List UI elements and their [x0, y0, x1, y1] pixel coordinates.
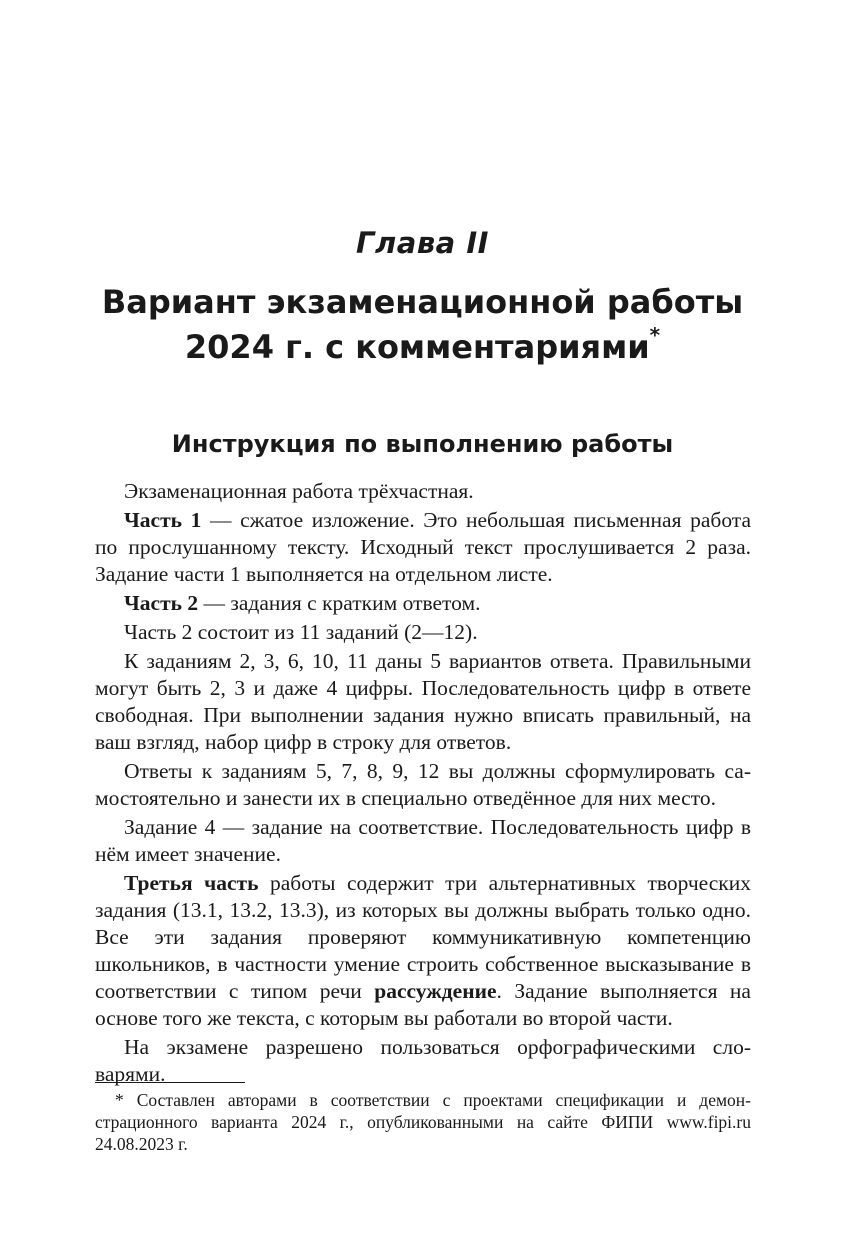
paragraph-intro-text: Экзаменационная работа трёхчастная.: [124, 479, 474, 503]
answer-options-text: К заданиям 2, 3, 6, 10, 11 даны 5 вариантов ответа. Правильными могут быть 2, 3 и даже 4 цифры. Последовательность цифр в ответе свободная. При выполнении задания нужно вписать правильный, на ваш взгляд, набор цифр в строку для ответов.: [95, 649, 751, 754]
instructions-body: [95, 478, 751, 1088]
footnote-divider: [95, 1082, 245, 1083]
part3-label: Третья часть: [124, 871, 259, 895]
paragraph-part2: [95, 590, 751, 617]
part2-label: Часть 2: [124, 591, 199, 615]
footnote: * Составлен авторами в соответствии с проектами спецификации и демонстрационного варианта 2024 г., опубликованными на сайте ФИПИ www.fipi.ru 24.08.2023 г.: [95, 1090, 751, 1154]
paragraph-part3: [95, 870, 751, 1032]
open-answers-text: Ответы к заданиям 5, 7, 8, 9, 12 вы должны сформулировать самостоятельно и занести их в специально отведённое для них место.: [95, 759, 751, 810]
part3-text-b: . Задание выполняется на основе того же текста, с которым вы работали во второй части.: [95, 979, 751, 1030]
task4-text: Задание 4 — задание на соответствие. Последовательность цифр в нём имеет значение.: [95, 815, 751, 866]
part1-text: — сжатое изложение. Это небольшая письменная работа по прослушанному тексту. Исходный текст прослушивается 2 раза. Задание части 1 выполняется на отдельном листе.: [95, 508, 751, 586]
paragraph-answer-options: [95, 648, 751, 756]
footnote-mark: *: [649, 323, 661, 348]
paragraph-open-answers: [95, 758, 751, 812]
chapter-title: [60, 280, 785, 370]
part1-label: Часть 1: [124, 508, 202, 532]
paragraph-task4: [95, 814, 751, 868]
chapter-label: Глава II: [356, 226, 489, 260]
paragraph-part1: [95, 507, 751, 588]
paragraph-intro: [95, 478, 751, 505]
part3-text-a: работы содержит три альтернативных творческих задания (13.1, 13.2, 13.3), из которых вы должны выбрать только одно. Все эти задания проверяют коммуникативную компетенцию школьников, в частности умение строить собственное высказывание в соответствии с типом речи: [95, 871, 752, 1003]
dictionaries-text: На экзамене разрешено пользоваться орфографическими словарями.: [95, 1035, 751, 1086]
chapter-title-line1: Вариант экзаменационной работы: [101, 283, 744, 321]
chapter-title-line2: 2024 г. с комментариями: [184, 328, 650, 366]
part2-count-text: Часть 2 состоит из 11 заданий (2—12).: [124, 620, 478, 644]
part2-text: — задания с кратким ответом.: [198, 591, 481, 615]
paragraph-part2-count: [95, 619, 751, 646]
section-heading: Инструкция по выполнению работы: [171, 430, 674, 458]
reasoning-term: рассуждение: [374, 979, 497, 1003]
paragraph-dictionaries: [95, 1034, 751, 1088]
